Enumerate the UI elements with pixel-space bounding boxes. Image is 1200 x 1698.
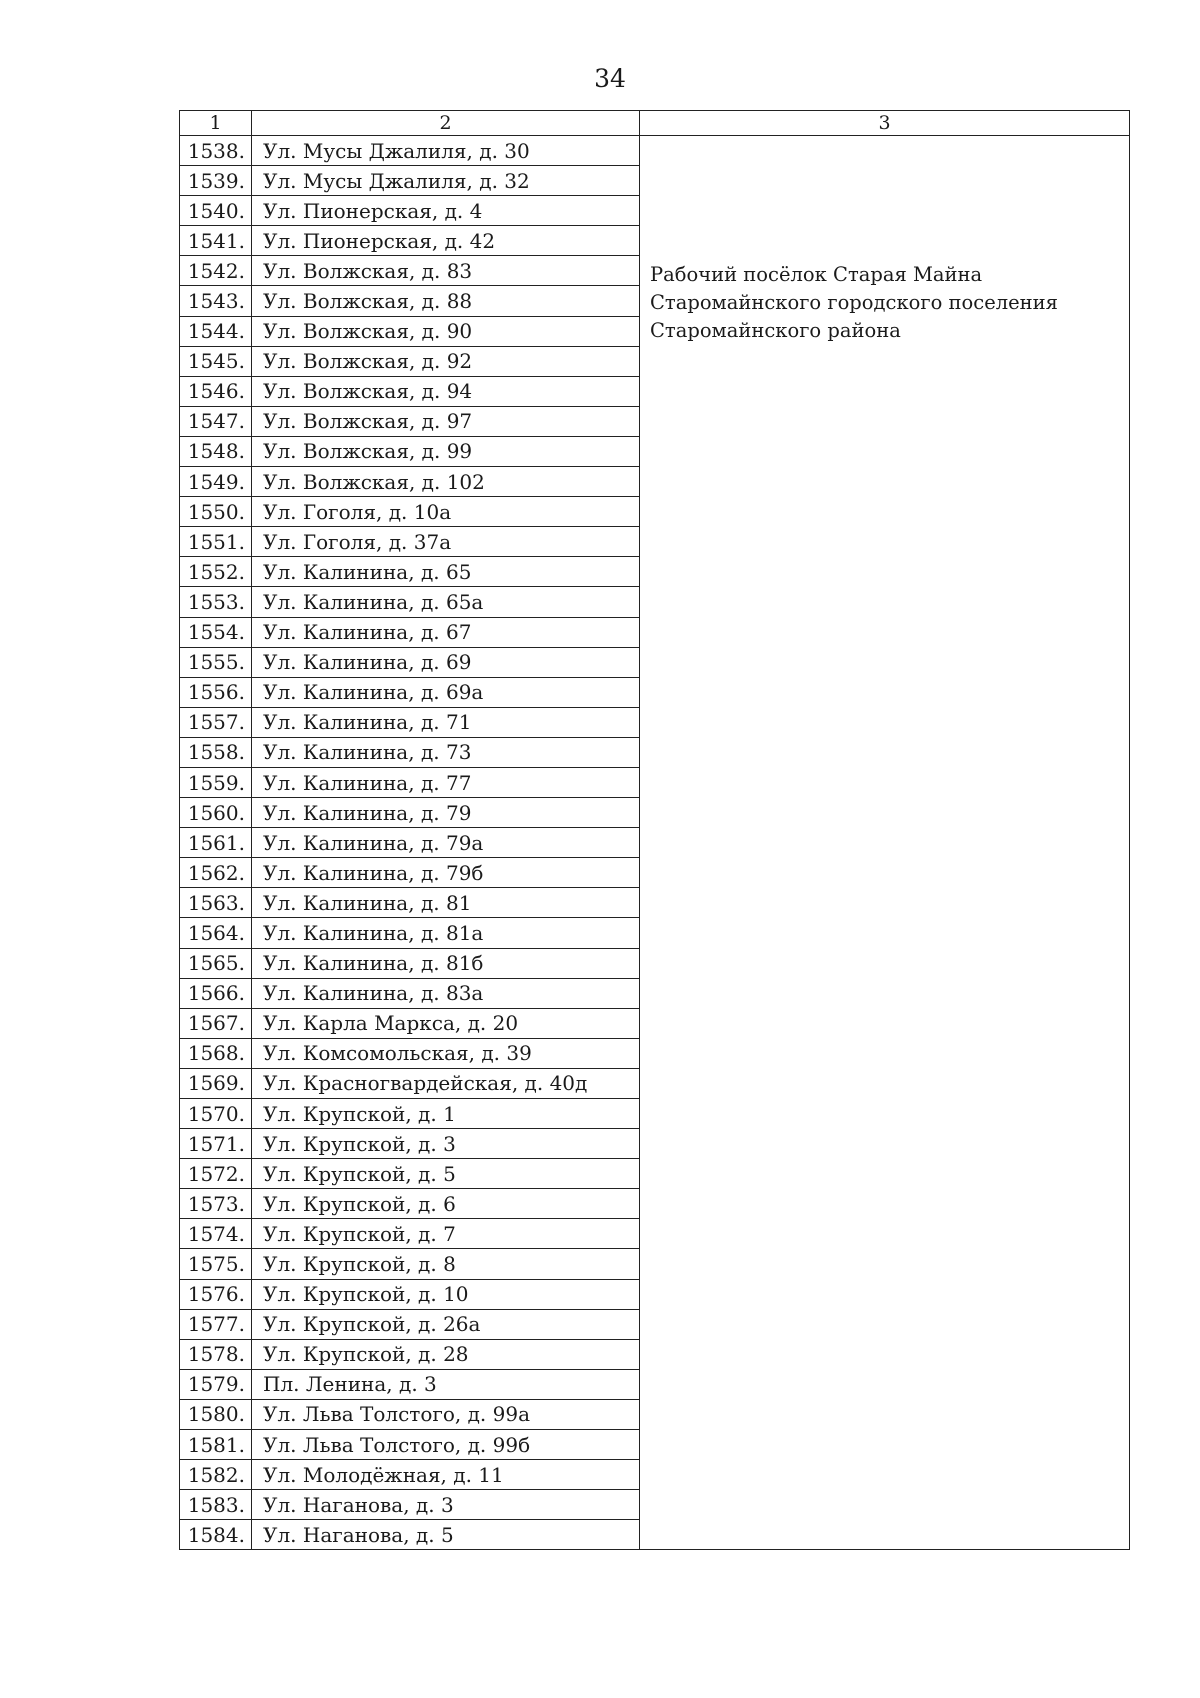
row-address: Ул. Крупской, д. 3 bbox=[252, 1129, 640, 1159]
row-number: 1563. bbox=[180, 888, 252, 918]
table-row bbox=[180, 136, 1130, 166]
row-number: 1581. bbox=[180, 1430, 252, 1460]
row-number: 1553. bbox=[180, 587, 252, 617]
row-number: 1564. bbox=[180, 918, 252, 948]
column-header-address: 2 bbox=[252, 111, 640, 136]
row-number: 1544. bbox=[180, 316, 252, 346]
row-address: Ул. Крупской, д. 8 bbox=[252, 1249, 640, 1279]
row-address: Ул. Калинина, д. 71 bbox=[252, 707, 640, 737]
row-number: 1576. bbox=[180, 1279, 252, 1309]
row-address: Ул. Волжская, д. 97 bbox=[252, 406, 640, 436]
row-address: Ул. Крупской, д. 28 bbox=[252, 1339, 640, 1369]
row-number: 1566. bbox=[180, 978, 252, 1008]
row-address: Ул. Мусы Джалиля, д. 30 bbox=[252, 136, 640, 166]
row-number: 1560. bbox=[180, 798, 252, 828]
row-address: Ул. Пионерская, д. 42 bbox=[252, 226, 640, 256]
header-row bbox=[180, 111, 1130, 136]
row-address: Ул. Калинина, д. 67 bbox=[252, 617, 640, 647]
row-address: Ул. Карла Маркса, д. 20 bbox=[252, 1008, 640, 1038]
row-number: 1579. bbox=[180, 1369, 252, 1399]
row-number: 1558. bbox=[180, 737, 252, 767]
row-address: Ул. Крупской, д. 6 bbox=[252, 1189, 640, 1219]
row-number: 1562. bbox=[180, 858, 252, 888]
row-address: Ул. Наганова, д. 3 bbox=[252, 1490, 640, 1520]
row-address: Ул. Калинина, д. 79 bbox=[252, 798, 640, 828]
row-number: 1547. bbox=[180, 406, 252, 436]
settlement-cell-empty bbox=[640, 136, 1130, 256]
row-number: 1549. bbox=[180, 467, 252, 497]
row-address: Ул. Волжская, д. 94 bbox=[252, 376, 640, 406]
row-address: Ул. Крупской, д. 5 bbox=[252, 1159, 640, 1189]
row-number: 1561. bbox=[180, 828, 252, 858]
row-address: Ул. Крупской, д. 26а bbox=[252, 1309, 640, 1339]
row-number: 1569. bbox=[180, 1068, 252, 1098]
row-number: 1582. bbox=[180, 1460, 252, 1490]
row-address: Ул. Мусы Джалиля, д. 32 bbox=[252, 166, 640, 196]
row-number: 1556. bbox=[180, 677, 252, 707]
row-number: 1559. bbox=[180, 767, 252, 797]
row-address: Ул. Калинина, д. 81б bbox=[252, 948, 640, 978]
row-number: 1573. bbox=[180, 1189, 252, 1219]
address-table bbox=[179, 110, 1130, 1550]
row-address: Ул. Волжская, д. 88 bbox=[252, 286, 640, 316]
row-number: 1574. bbox=[180, 1219, 252, 1249]
row-address: Ул. Волжская, д. 99 bbox=[252, 436, 640, 466]
row-number: 1545. bbox=[180, 346, 252, 376]
row-address: Ул. Пионерская, д. 4 bbox=[252, 196, 640, 226]
address-table-body bbox=[180, 111, 1130, 1550]
row-address: Ул. Калинина, д. 79б bbox=[252, 858, 640, 888]
row-address: Ул. Калинина, д. 65 bbox=[252, 557, 640, 587]
row-number: 1548. bbox=[180, 436, 252, 466]
row-address: Ул. Калинина, д. 69 bbox=[252, 647, 640, 677]
row-address: Пл. Ленина, д. 3 bbox=[252, 1369, 640, 1399]
row-number: 1584. bbox=[180, 1520, 252, 1550]
row-number: 1551. bbox=[180, 527, 252, 557]
row-address: Ул. Калинина, д. 81 bbox=[252, 888, 640, 918]
row-number: 1572. bbox=[180, 1159, 252, 1189]
row-address: Ул. Гоголя, д. 10а bbox=[252, 497, 640, 527]
settlement-name: Рабочий посёлок Старая Майна Старомайнского городского поселения Старомайнского района bbox=[650, 262, 1058, 342]
row-address: Ул. Крупской, д. 10 bbox=[252, 1279, 640, 1309]
row-number: 1570. bbox=[180, 1099, 252, 1129]
row-address: Ул. Наганова, д. 5 bbox=[252, 1520, 640, 1550]
row-address: Ул. Льва Толстого, д. 99б bbox=[252, 1430, 640, 1460]
row-number: 1578. bbox=[180, 1339, 252, 1369]
row-address: Ул. Крупской, д. 1 bbox=[252, 1099, 640, 1129]
row-number: 1557. bbox=[180, 707, 252, 737]
column-header-settlement: 3 bbox=[640, 111, 1130, 136]
row-number: 1575. bbox=[180, 1249, 252, 1279]
row-address: Ул. Комсомольская, д. 39 bbox=[252, 1038, 640, 1068]
row-number: 1546. bbox=[180, 376, 252, 406]
row-address: Ул. Калинина, д. 81а bbox=[252, 918, 640, 948]
row-address: Ул. Калинина, д. 79а bbox=[252, 828, 640, 858]
row-number: 1550. bbox=[180, 497, 252, 527]
row-number: 1552. bbox=[180, 557, 252, 587]
page-number: 34 bbox=[594, 64, 626, 93]
row-number: 1543. bbox=[180, 286, 252, 316]
row-number: 1538. bbox=[180, 136, 252, 166]
row-address: Ул. Калинина, д. 83а bbox=[252, 978, 640, 1008]
row-address: Ул. Волжская, д. 102 bbox=[252, 467, 640, 497]
row-address: Ул. Волжская, д. 90 bbox=[252, 316, 640, 346]
row-number: 1577. bbox=[180, 1309, 252, 1339]
row-address: Ул. Калинина, д. 77 bbox=[252, 767, 640, 797]
row-number: 1539. bbox=[180, 166, 252, 196]
row-address: Ул. Красногвардейская, д. 40д bbox=[252, 1068, 640, 1098]
row-number: 1542. bbox=[180, 256, 252, 286]
settlement-cell bbox=[640, 256, 1130, 1550]
row-number: 1554. bbox=[180, 617, 252, 647]
row-number: 1541. bbox=[180, 226, 252, 256]
row-address: Ул. Волжская, д. 92 bbox=[252, 346, 640, 376]
row-address: Ул. Молодёжная, д. 11 bbox=[252, 1460, 640, 1490]
row-address: Ул. Крупской, д. 7 bbox=[252, 1219, 640, 1249]
row-address: Ул. Калинина, д. 73 bbox=[252, 737, 640, 767]
row-number: 1565. bbox=[180, 948, 252, 978]
column-header-number: 1 bbox=[180, 111, 252, 136]
row-number: 1583. bbox=[180, 1490, 252, 1520]
table-row bbox=[180, 256, 1130, 286]
row-address: Ул. Гоголя, д. 37а bbox=[252, 527, 640, 557]
row-address: Ул. Волжская, д. 83 bbox=[252, 256, 640, 286]
row-address: Ул. Калинина, д. 65а bbox=[252, 587, 640, 617]
row-number: 1571. bbox=[180, 1129, 252, 1159]
row-number: 1580. bbox=[180, 1399, 252, 1429]
row-address: Ул. Калинина, д. 69а bbox=[252, 677, 640, 707]
row-address: Ул. Льва Толстого, д. 99а bbox=[252, 1399, 640, 1429]
row-number: 1540. bbox=[180, 196, 252, 226]
row-number: 1567. bbox=[180, 1008, 252, 1038]
row-number: 1555. bbox=[180, 647, 252, 677]
row-number: 1568. bbox=[180, 1038, 252, 1068]
